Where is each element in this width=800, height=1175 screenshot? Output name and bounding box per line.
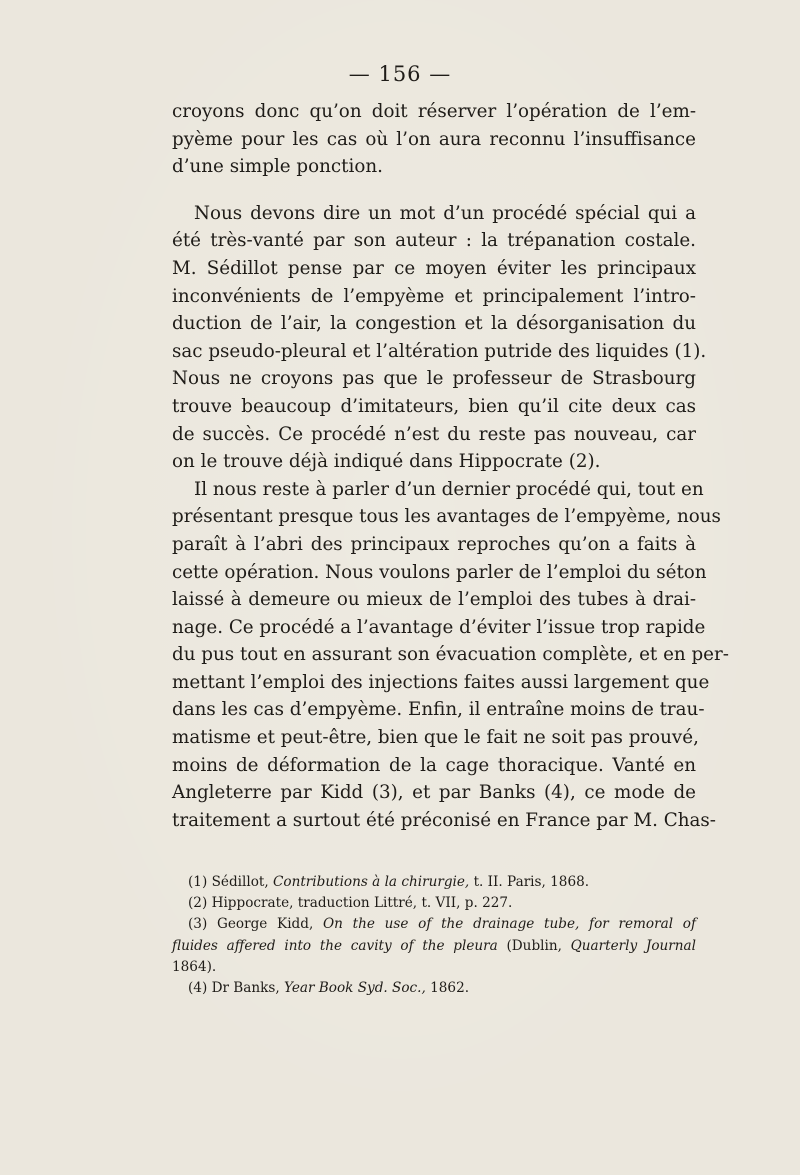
body-line: pyème pour les cas où l’on aura reconnu l’insuffisance xyxy=(172,128,696,150)
footnote-title: On the use of the drainage tube, for remoral of xyxy=(323,916,696,933)
footnote-number: (1) xyxy=(188,874,208,890)
footnote-3-continued xyxy=(172,936,696,957)
body-line: M. Sédillot pense par ce moyen éviter les principaux xyxy=(172,257,696,279)
footnote-2 xyxy=(188,893,696,914)
body-line: présentant presque tous les avantages de l’empyème, nous xyxy=(172,506,721,528)
body-line: cette opération. Nous voulons parler de l’emploi du séton xyxy=(172,561,707,583)
body-line: trouve beaucoup d’imitateurs, bien qu’il cite deux cas xyxy=(172,395,696,417)
body-line: traitement a surtout été préconisé en France par M. Chas- xyxy=(172,809,716,831)
footnote-author: George Kidd, xyxy=(217,916,314,933)
body-line: de succès. Ce procédé n’est du reste pas nouveau, car xyxy=(172,423,696,445)
body-line: on le trouve déjà indiqué dans Hippocrate (2). xyxy=(172,451,601,473)
body-line: Nous ne croyons pas que le professeur de Strasbourg xyxy=(172,368,696,390)
body-text xyxy=(172,98,729,834)
footnote-title: Contributions à la chirurgie, xyxy=(273,874,470,890)
footnote-1 xyxy=(188,872,696,893)
body-line: Angleterre par Kidd (3), et par Banks (4), ce mode de xyxy=(172,782,696,804)
body-line: laissé à demeure ou mieux de l’emploi des tubes à drai- xyxy=(172,589,696,611)
footnote-text: Hippocrate, traduction Littré, t. VII, p. 227. xyxy=(211,895,513,912)
footnote-3 xyxy=(188,914,696,935)
body-line: paraît à l’abri des principaux reproches qu’on a faits à xyxy=(172,533,696,555)
body-line: inconvénients de l’empyème et principalement l’intro- xyxy=(172,285,696,307)
footnotes xyxy=(172,872,696,999)
body-line: Il nous reste à parler d’un dernier procédé qui, tout en xyxy=(194,478,704,500)
footnote-author: Dr Banks, xyxy=(211,979,280,996)
body-line: été très-vanté par son auteur : la trépanation costale. xyxy=(172,230,696,252)
footnote-number: (4) xyxy=(188,979,208,996)
footnote-details: 1862. xyxy=(430,979,470,996)
body-line: croyons donc qu’on doit réserver l’opération de l’em- xyxy=(172,101,696,122)
body-line: duction de l’air, la congestion et la désorganisation du xyxy=(172,313,696,335)
footnote-3-year xyxy=(172,957,696,978)
footnote-4 xyxy=(188,978,696,999)
body-line: mettant l’emploi des injections faites aussi largement que xyxy=(172,671,710,693)
footnote-journal: Quarterly Journal xyxy=(570,937,696,954)
body-line: moins de déformation de la cage thoracique. Vanté en xyxy=(172,754,696,776)
footnote-author: Sédillot, xyxy=(211,874,269,890)
page-number: — 156 — xyxy=(348,62,452,86)
footnote-details: t. II. Paris, 1868. xyxy=(473,874,590,890)
body-line: d’une simple ponction. xyxy=(172,156,383,178)
paragraph-gap xyxy=(172,181,696,200)
footnote-details: 1864). xyxy=(172,958,217,975)
body-line: du pus tout en assurant son évacuation complète, et en per- xyxy=(172,644,729,666)
footnote-number: (3) xyxy=(188,916,208,933)
footnote-number: (2) xyxy=(188,895,208,912)
body-line: Nous devons dire un mot d’un procédé spécial qui a xyxy=(194,202,696,224)
footnote-title: Year Book Syd. Soc., xyxy=(284,979,426,996)
body-line: dans les cas d’empyème. Enfin, il entraîne moins de trau- xyxy=(172,699,705,721)
footnote-title: fluides affered into the cavity of the pleura xyxy=(172,937,498,954)
body-line: sac pseudo-pleural et l’altération putride des liquides (1). xyxy=(172,340,707,362)
footnote-details: (Dublin, xyxy=(506,937,562,954)
body-line: matisme et peut-être, bien que le fait ne soit pas prouvé, xyxy=(172,727,699,749)
body-line: nage. Ce procédé a l’avantage d’éviter l’issue trop rapide xyxy=(172,616,706,638)
